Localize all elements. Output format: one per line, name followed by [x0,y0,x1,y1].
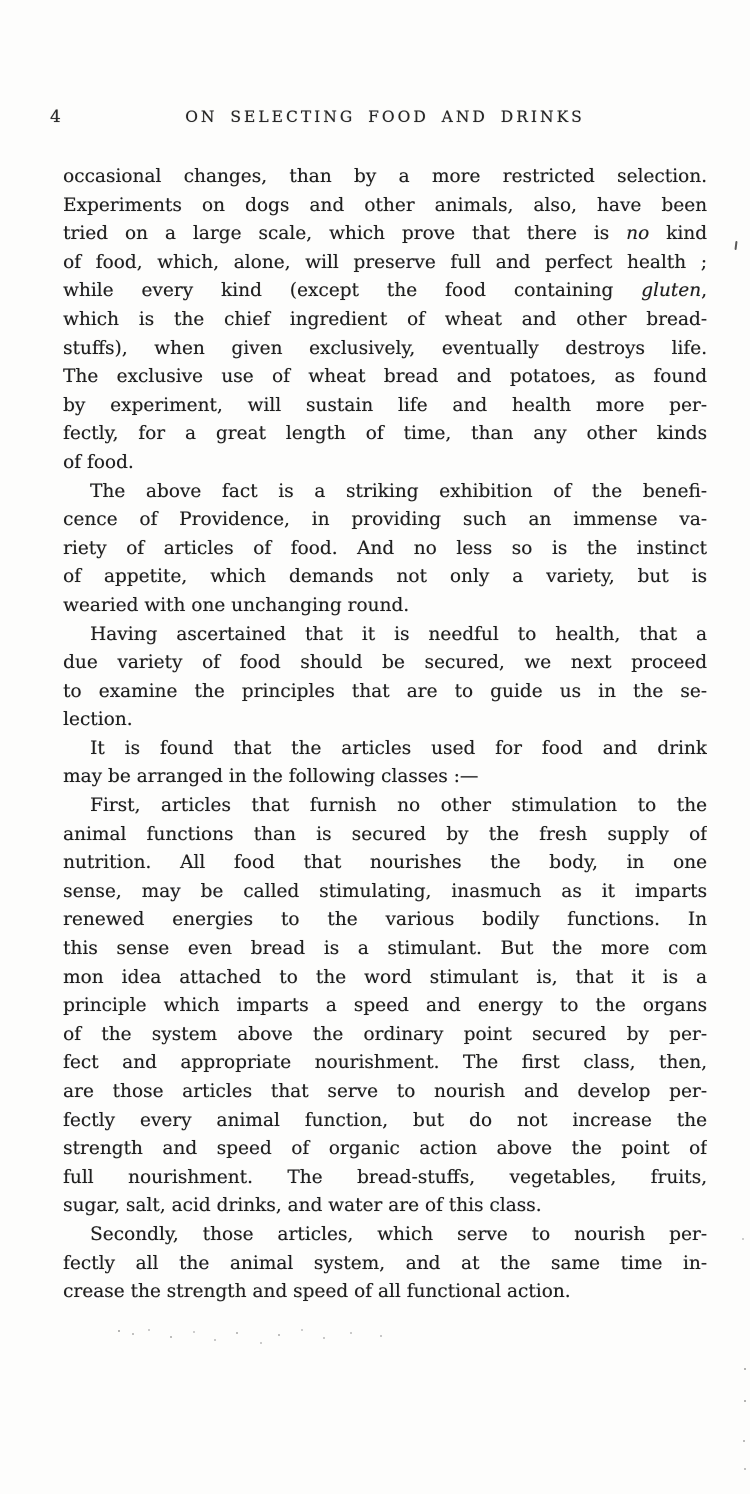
text-line: First, articles that furnish no other stimulation to the [90,795,707,817]
text-line [63,220,707,249]
text-line: stuffs), when given exclusively, eventually destroys life. [63,337,707,359]
paragraph [63,478,707,621]
page-edge-specks [744,1368,746,1370]
text-line: The above fact is a striking exhibition of the benefi- [90,480,707,502]
margin-ink-mark [734,241,737,250]
text-line: Having ascertained that it is needful to health, that a [90,623,707,645]
body-text [63,163,707,1307]
italic-word: no [626,223,650,245]
text-line: occasional changes, than by a more restricted selection. [63,166,707,187]
text-segment: while every kind (except the food containing [63,280,642,302]
text-line: crease the strength and speed of all functional action. [63,1281,571,1303]
running-head: ON SELECTING FOOD AND DRINKS [185,108,585,126]
text-line: may be arranged in the following classes :— [63,766,479,788]
text-line: full nourishment. The bread-stuffs, vegetables, fruits, [63,1166,707,1188]
text-line: Experiments on dogs and other animals, also, have been [63,194,707,216]
text-line: Secondly, those articles, which serve to nourish per- [90,1223,707,1245]
text-line: fectly every animal function, but do not increase the [63,1109,707,1131]
text-line: principle which imparts a speed and energy to the organs [63,995,707,1017]
italic-word: gluten [641,280,702,302]
text-line: of appetite, which demands not only a variety, but is [63,566,707,588]
text-line: nutrition. All food that nourishes the body, in one [63,852,707,874]
text-line: mon idea attached to the word stimulant is, that it is a [63,966,707,988]
text-line: due variety of food should be secured, we next proceed [63,652,707,674]
text-line: which is the chief ingredient of wheat and other bread- [63,308,707,330]
page-number: 4 [50,107,61,127]
text-line: to examine the principles that are to guide us in the se- [63,680,707,702]
text-line: wearied with one unchanging round. [63,594,410,616]
text-line: of food, which, alone, will preserve full and perfect health ; [63,251,707,273]
text-line: by experiment, will sustain life and health more per- [63,394,707,416]
text-line: cence of Providence, in providing such an immense va- [63,509,707,531]
text-line: renewed energies to the various bodily functions. In [63,909,707,931]
paragraph [63,1221,707,1307]
text-line: animal functions than is secured by the fresh supply of [63,823,707,845]
text-line: strength and speed of organic action above the point of [63,1138,707,1160]
text-line: of the system above the ordinary point secured by per- [63,1023,707,1045]
text-segment: tried on a large scale, which prove that there is [63,223,627,245]
text-line: riety of articles of food. And no less so is the instinct [63,537,707,559]
scan-noise-speckles [118,1330,120,1332]
paragraph [63,163,707,478]
text-line: fect and appropriate nourishment. The first class, then, [63,1052,707,1074]
text-segment: , [701,280,707,302]
text-line: fectly all the animal system, and at the same time in- [63,1252,707,1274]
paragraph [63,792,707,1221]
text-line: sugar, salt, acid drinks, and water are of this class. [63,1195,542,1217]
text-line: fectly, for a great length of time, than any other kinds [63,423,707,445]
text-line: sense, may be called stimulating, inasmuch as it imparts [63,880,707,902]
text-line: this sense even bread is a stimulant. But the more com [63,938,707,960]
text-segment: kind [649,223,707,245]
text-line: The exclusive use of wheat bread and potatoes, as found [63,366,707,388]
text-line [63,277,707,306]
text-line: lection. [63,709,133,731]
text-line: It is found that the articles used for food and drink [90,737,707,759]
paragraph [63,621,707,735]
text-line: of food. [63,451,134,473]
paragraph [63,735,707,792]
text-line: are those articles that serve to nourish and develop per- [63,1081,707,1102]
